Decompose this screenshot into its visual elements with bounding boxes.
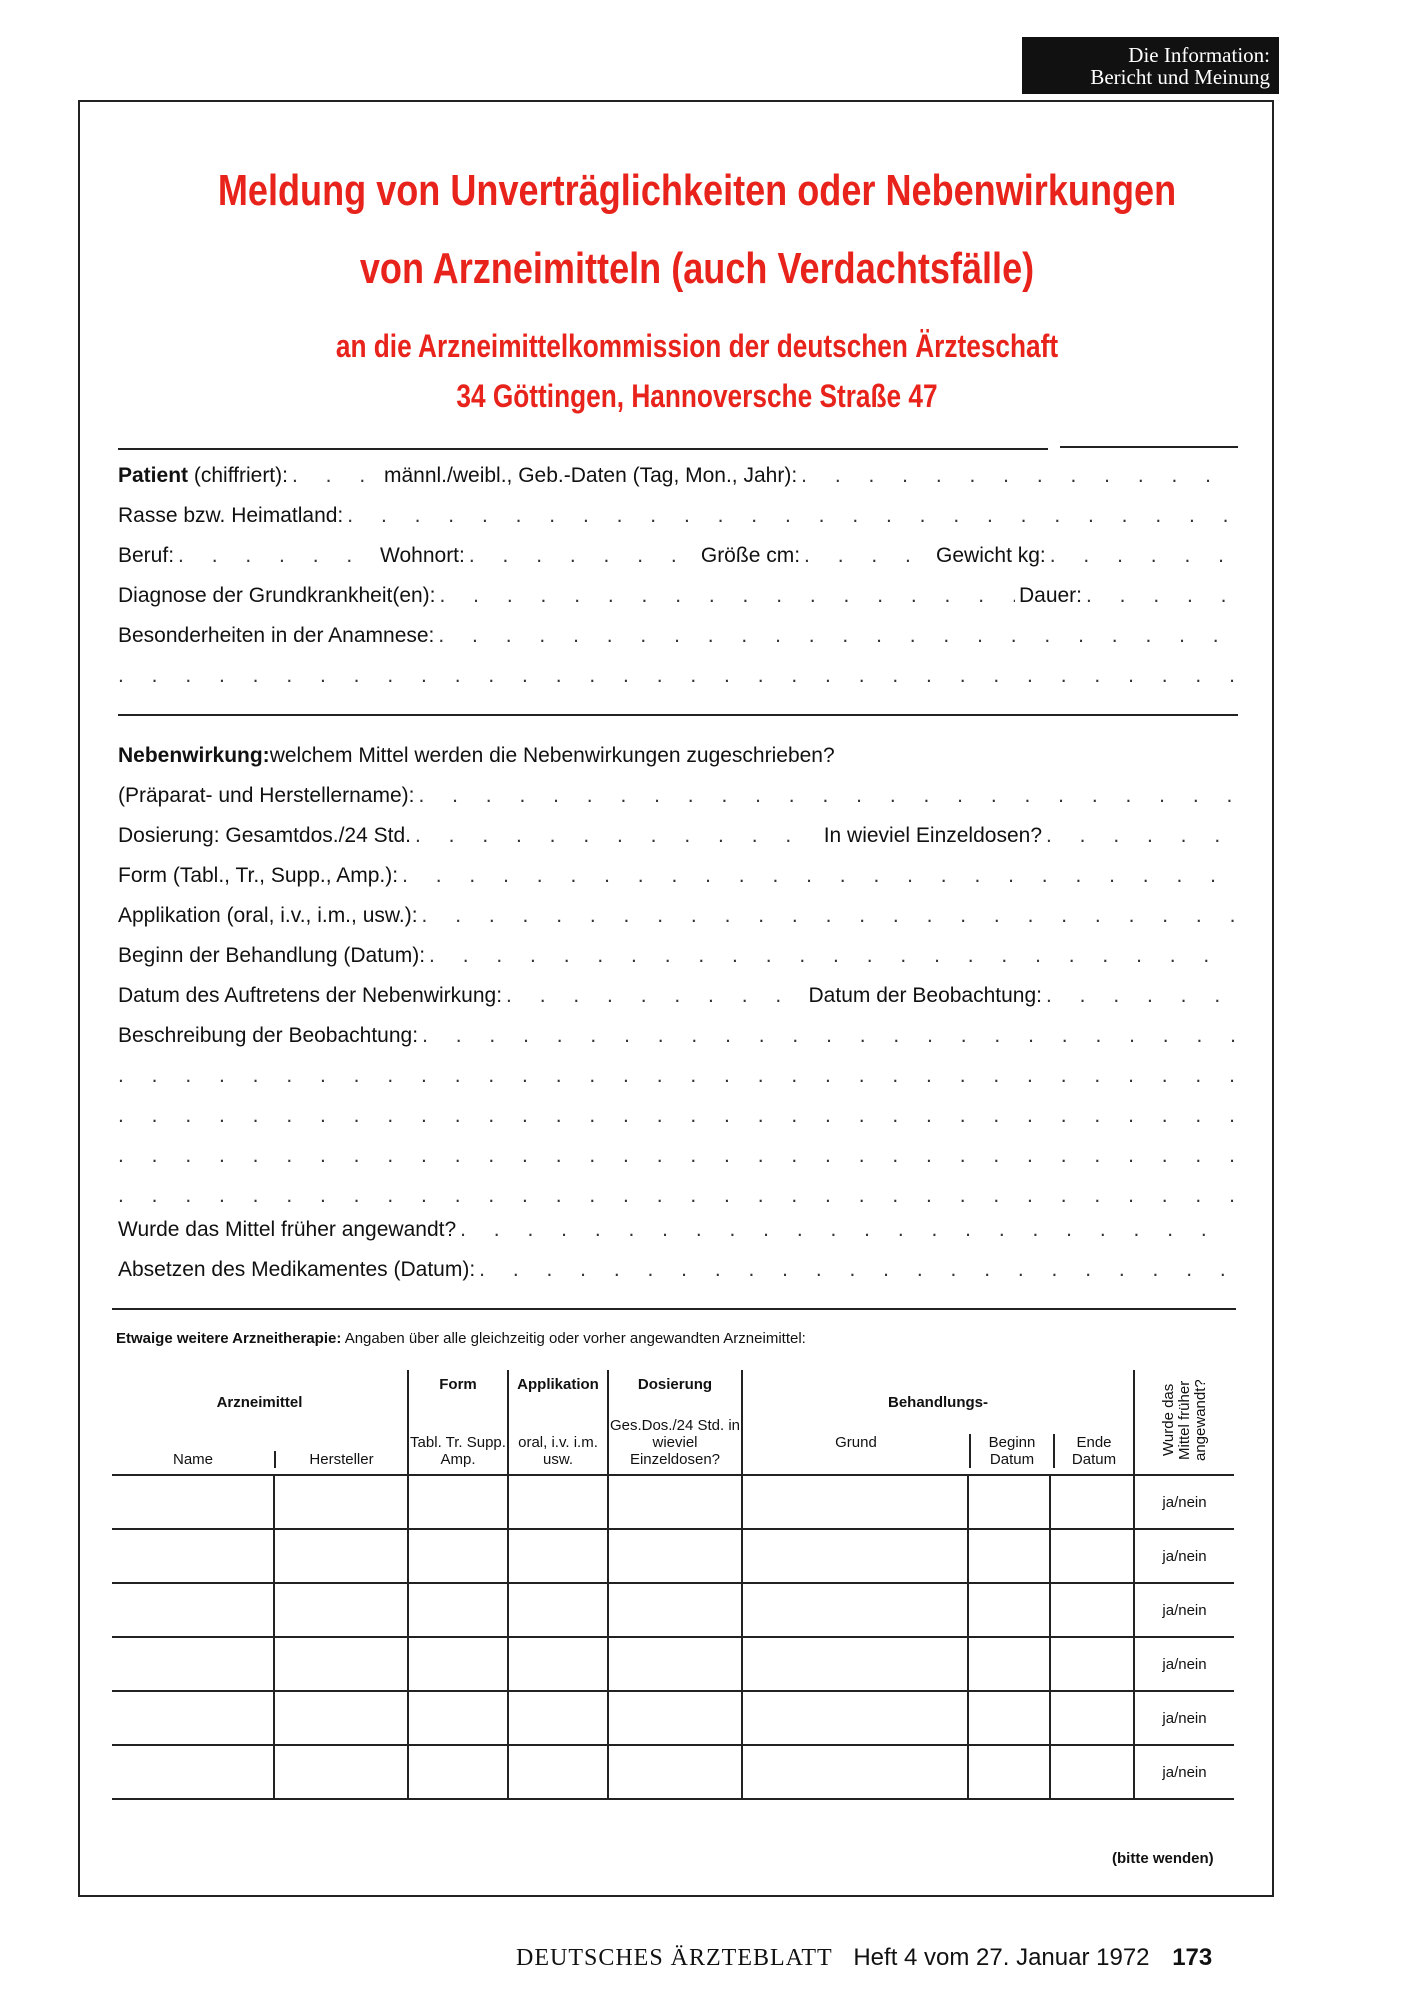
applikation-row[interactable] (118, 898, 1240, 928)
footnote: (bitte wenden) (1112, 1850, 1214, 1867)
ende-cell[interactable] (1050, 1745, 1134, 1799)
frueher-row[interactable] (118, 1212, 1240, 1242)
grund-cell[interactable] (742, 1529, 968, 1583)
table-row[interactable] (112, 1583, 1234, 1637)
applikation-col-label: Applikation (517, 1376, 599, 1393)
grund-cell[interactable] (742, 1475, 968, 1529)
issue-info: Heft 4 vom 27. Januar 1972 (853, 1944, 1150, 1971)
fill-line[interactable] (460, 1218, 1236, 1242)
applikation-label: Applikation (oral, i.v., i.m., usw.): (118, 904, 418, 927)
behandlung-label: Behandlungs- (888, 1394, 988, 1411)
divider (112, 1308, 1236, 1310)
name-cell[interactable] (112, 1691, 274, 1745)
fill-line[interactable] (415, 824, 820, 848)
fill-line[interactable] (804, 544, 932, 568)
hersteller-cell[interactable] (274, 1475, 408, 1529)
form-title-line2: von Arzneimitteln (auch Verdachtsfälle) (359, 244, 1035, 293)
applikation-cell[interactable] (508, 1583, 608, 1637)
hersteller-cell[interactable] (274, 1637, 408, 1691)
ende-col-label: Ende Datum (1071, 1434, 1117, 1468)
form-row[interactable] (118, 858, 1240, 888)
grund-cell[interactable] (742, 1637, 968, 1691)
dosierung-cell[interactable] (608, 1637, 742, 1691)
ja-nein-cell[interactable]: ja/nein (1134, 1475, 1234, 1529)
absetzen-label: Absetzen des Medikamentes (Datum): (118, 1258, 476, 1281)
form-address-line2: 34 Göttingen, Hannoversche Straße 47 (456, 378, 938, 414)
dosierung-cell[interactable] (608, 1583, 742, 1637)
divider (1060, 446, 1238, 448)
einzeldosen-label: In wieviel Einzeldosen? (823, 824, 1042, 847)
frueher-label: Wurde das Mittel früher angewandt? (118, 1218, 457, 1241)
divider (118, 714, 1238, 716)
name-label: Name (112, 1451, 276, 1468)
absetzen-row[interactable] (118, 1252, 1240, 1282)
fill-line[interactable] (422, 904, 1236, 928)
fill-line[interactable] (347, 504, 1236, 528)
therapie-note: Angaben über alle gleichzeitig oder vorher angewandten Arzneimittel: (341, 1330, 806, 1347)
beginn-col-label: Beginn Datum (969, 1434, 1055, 1468)
anamnese-label: Besonderheiten in der Anamnese: (118, 624, 435, 647)
fill-line[interactable] (1046, 824, 1236, 848)
fill-line[interactable] (438, 624, 1236, 648)
groesse-label: Größe cm: (700, 544, 801, 567)
beschreibung-row[interactable] (118, 1018, 1240, 1048)
fill-line[interactable] (418, 784, 1236, 808)
frueher-header (1134, 1370, 1234, 1475)
blank-dotted-row[interactable] (118, 1138, 1240, 1168)
beginn-cell[interactable] (968, 1583, 1050, 1637)
rasse-label: Rasse bzw. Heimatland: (118, 504, 344, 527)
grund-cell[interactable] (742, 1583, 968, 1637)
beginn-row[interactable] (118, 938, 1240, 968)
fill-line[interactable] (402, 864, 1236, 888)
name-cell[interactable] (112, 1475, 274, 1529)
hersteller-cell[interactable] (274, 1745, 408, 1799)
nebenwirkung-row (118, 738, 1240, 768)
dosierung-label: Dosierung: Gesamtdos./24 Std. (118, 824, 411, 847)
grund-cell[interactable] (742, 1745, 968, 1799)
wohnort-label: Wohnort: (380, 544, 465, 567)
nebenwirkung-question: welchem Mittel werden die Nebenwirkungen zugeschrieben? (269, 744, 835, 767)
beginn-cell[interactable] (968, 1637, 1050, 1691)
blank-dotted-row[interactable] (118, 1098, 1240, 1128)
name-cell[interactable] (112, 1745, 274, 1799)
ende-cell[interactable] (1050, 1529, 1134, 1583)
form-address-line1: an die Arzneimittelkommission der deutschen Ärzteschaft (335, 328, 1059, 364)
hersteller-cell[interactable] (274, 1583, 408, 1637)
ende-cell[interactable] (1050, 1691, 1134, 1745)
form-cell[interactable] (408, 1529, 508, 1583)
beruf-row[interactable] (118, 538, 1240, 568)
dosierung-cell[interactable] (608, 1529, 742, 1583)
applikation-cell[interactable] (508, 1637, 608, 1691)
table-row[interactable] (112, 1475, 1234, 1529)
patient-row[interactable] (118, 458, 1240, 488)
fill-line[interactable] (429, 944, 1236, 968)
applikation-col-sub: oral, i.v. i.m. usw. (518, 1434, 598, 1468)
table-row[interactable] (112, 1745, 1234, 1799)
ja-nein-cell[interactable]: ja/nein (1134, 1745, 1234, 1799)
ja-nein-cell[interactable]: ja/nein (1134, 1583, 1234, 1637)
beginn-cell[interactable] (968, 1691, 1050, 1745)
ja-nein-cell[interactable]: ja/nein (1134, 1529, 1234, 1583)
form-cell[interactable] (408, 1691, 508, 1745)
fill-line[interactable] (1086, 584, 1236, 608)
section-tag (1022, 37, 1279, 94)
page-number: 173 (1172, 1944, 1213, 1971)
beginn-cell[interactable] (968, 1745, 1050, 1799)
nebenwirkung-heading: Nebenwirkung: (118, 744, 270, 767)
form-cell[interactable] (408, 1475, 508, 1529)
fill-line[interactable] (440, 584, 1015, 608)
fill-line[interactable] (118, 664, 1236, 688)
blank-dotted-row[interactable] (118, 1058, 1240, 1088)
arzneimittel-label: Arzneimittel (216, 1394, 303, 1411)
name-cell[interactable] (112, 1529, 274, 1583)
dosierung-cell[interactable] (608, 1745, 742, 1799)
form-cell[interactable] (408, 1745, 508, 1799)
dosierung-cell[interactable] (608, 1475, 742, 1529)
patient-heading: Patient (118, 464, 189, 487)
behandlung-header (742, 1370, 1134, 1475)
auftreten-label: Datum des Auftretens der Nebenwirkung: (118, 984, 503, 1007)
fill-line[interactable] (118, 1064, 1236, 1088)
ja-nein-cell[interactable]: ja/nein (1134, 1637, 1234, 1691)
fill-line[interactable] (479, 1258, 1236, 1282)
gewicht-label: Gewicht kg: (936, 544, 1046, 567)
hersteller-cell[interactable] (274, 1691, 408, 1745)
table-row[interactable] (112, 1637, 1234, 1691)
section-tag-line2: Bericht und Meinung (1090, 65, 1270, 89)
ja-nein-cell[interactable]: ja/nein (1134, 1691, 1234, 1745)
form-col-sub: Tabl. Tr. Supp. Amp. (410, 1434, 506, 1468)
form-cell[interactable] (408, 1583, 508, 1637)
ende-cell[interactable] (1050, 1583, 1134, 1637)
blank-dotted-row[interactable] (118, 1178, 1240, 1208)
fill-line[interactable] (118, 1144, 1236, 1168)
dosierung-cell[interactable] (608, 1691, 742, 1745)
arzneimittel-header (112, 1370, 408, 1475)
fill-line[interactable] (1046, 984, 1236, 1008)
diagnose-row[interactable] (118, 578, 1240, 608)
dosierung-header (608, 1370, 742, 1475)
applikation-cell[interactable] (508, 1529, 608, 1583)
fill-line[interactable] (118, 1104, 1236, 1128)
dauer-label: Dauer: (1018, 584, 1082, 607)
publication-name: DEUTSCHES ÄRZTEBLATT (516, 1945, 833, 1971)
grund-cell[interactable] (742, 1691, 968, 1745)
form-col-label: Form (439, 1376, 477, 1393)
beruf-label: Beruf: (118, 544, 175, 567)
name-cell[interactable] (112, 1583, 274, 1637)
divider (118, 448, 1048, 450)
form-title-line1: Meldung von Unverträglichkeiten oder Nebenwirkungen (217, 166, 1177, 215)
fill-line[interactable] (506, 984, 804, 1008)
table-header-row (112, 1370, 1234, 1475)
beschreibung-label: Beschreibung der Beobachtung: (118, 1024, 419, 1047)
fill-line[interactable] (801, 464, 1236, 488)
ende-cell[interactable] (1050, 1475, 1134, 1529)
table-row[interactable] (112, 1691, 1234, 1745)
form-cell[interactable] (408, 1637, 508, 1691)
patient-chiffriert-label: (chiffriert): (188, 464, 288, 487)
hersteller-cell[interactable] (274, 1529, 408, 1583)
fill-line[interactable] (1050, 544, 1236, 568)
fill-line[interactable] (292, 464, 380, 488)
frueher-col-label: Wurde das Mittel früher angewandt? (1159, 1379, 1209, 1461)
fill-line[interactable] (178, 544, 376, 568)
beobachtung-datum-label: Datum der Beobachtung: (808, 984, 1042, 1007)
praeparat-row[interactable] (118, 778, 1240, 808)
fill-line[interactable] (118, 1184, 1236, 1208)
applikation-header (508, 1370, 608, 1475)
section-tag-line1: Die Information: (1128, 43, 1270, 67)
diagnose-label: Diagnose der Grundkrankheit(en): (118, 584, 436, 607)
fill-line[interactable] (469, 544, 697, 568)
praeparat-label: (Präparat- und Herstellername): (118, 784, 415, 807)
hersteller-label: Hersteller (309, 1451, 374, 1468)
medication-table (112, 1370, 1234, 1800)
fill-line[interactable] (422, 1024, 1236, 1048)
form-header (408, 1370, 508, 1475)
gender-dob-label: männl./weibl., Geb.-Daten (Tag, Mon., Jahr): (383, 464, 798, 487)
table-row[interactable] (112, 1529, 1234, 1583)
dosierung-col-label: Dosierung (637, 1376, 713, 1393)
grund-label: Grund (835, 1434, 877, 1451)
anamnese-row[interactable] (118, 618, 1240, 648)
beginn-cell[interactable] (968, 1529, 1050, 1583)
beginn-label: Beginn der Behandlung (Datum): (118, 944, 426, 967)
applikation-cell[interactable] (508, 1745, 608, 1799)
therapie-heading: Etwaige weitere Arzneitherapie: (116, 1330, 342, 1347)
page-footer (516, 1944, 1212, 1972)
auftreten-row[interactable] (118, 978, 1240, 1008)
applikation-cell[interactable] (508, 1475, 608, 1529)
beginn-cell[interactable] (968, 1475, 1050, 1529)
name-cell[interactable] (112, 1637, 274, 1691)
form-label: Form (Tabl., Tr., Supp., Amp.): (118, 864, 399, 887)
applikation-cell[interactable] (508, 1691, 608, 1745)
ende-cell[interactable] (1050, 1637, 1134, 1691)
dosierung-row[interactable] (118, 818, 1240, 848)
therapie-subhead (116, 1330, 806, 1347)
dosierung-col-sub: Ges.Dos./24 Std. in wieviel Einzeldosen? (609, 1417, 741, 1468)
rasse-row[interactable] (118, 498, 1240, 528)
blank-dotted-row[interactable] (118, 658, 1240, 688)
